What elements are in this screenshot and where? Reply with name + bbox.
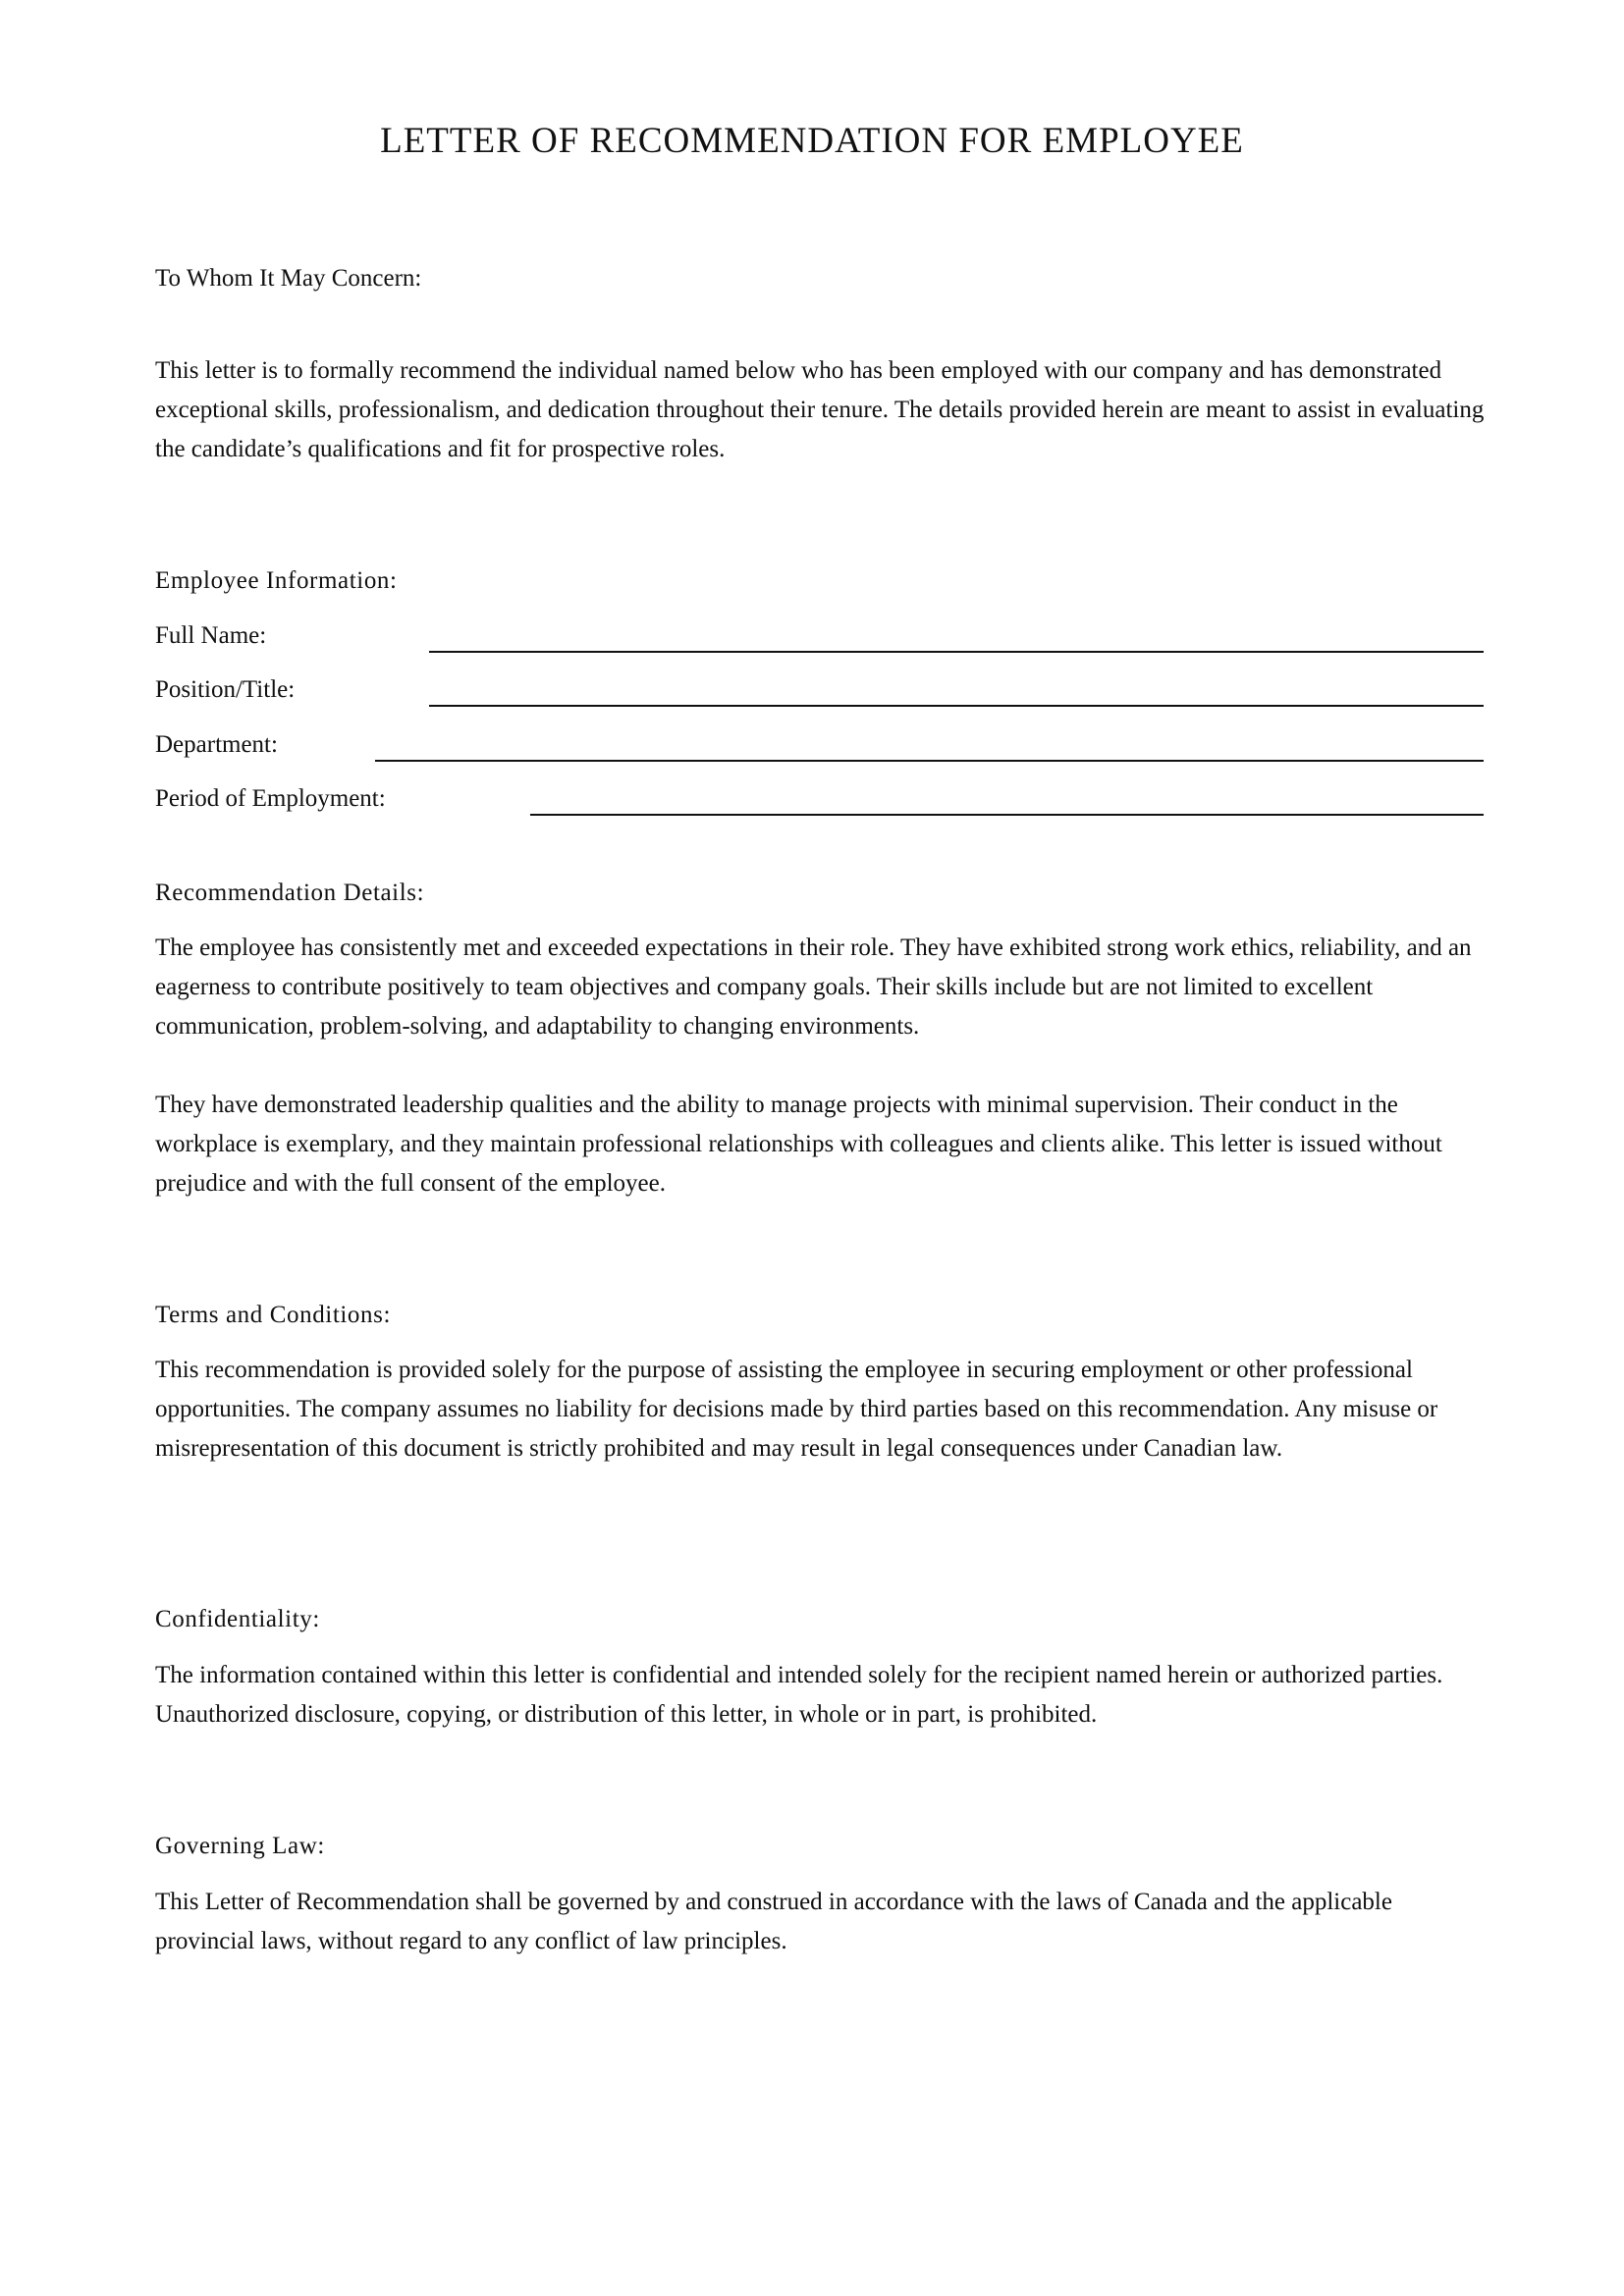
intro-paragraph: This letter is to formally recommend the individual named below who has been employed with our company and has demonstrated exceptional skills, professionalism, and dedication throughout their tenure. The details provided herein are meant to assist in evaluating the candidate’s qualifications and fit for prospective roles. (155, 357, 1485, 462)
document-title: LETTER OF RECOMMENDATION FOR EMPLOYEE (380, 121, 1244, 161)
department-field[interactable] (375, 760, 1484, 762)
governing-law-heading: Governing Law: (155, 1833, 325, 1859)
terms-paragraph: This recommendation is provided solely for the purpose of assisting the employee in securing employment or other professional opportunities. The company assumes no liability for decisions made by third parties based on this recommendation. Any misuse or misrepresentation of this document is strictly prohibited and may result in legal consequences under Canadian law. (155, 1357, 1438, 1462)
full-name-label: Full Name: (155, 622, 267, 649)
employee-info-heading: Employee Information: (155, 567, 398, 594)
position-title-label: Position/Title: (155, 676, 296, 703)
recommendation-paragraph-2: They have demonstrated leadership qualities and the ability to manage projects with minimal supervision. Their conduct in the workplace is exemplary, and they maintain professional relationships with colleagues and clients alike. This letter is issued without prejudice and with the full consent of the employee. (155, 1092, 1442, 1197)
salutation: To Whom It May Concern: (155, 265, 422, 292)
full-name-field[interactable] (429, 651, 1484, 653)
governing-law-paragraph: This Letter of Recommendation shall be governed by and construed in accordance with the laws of Canada and the applicable provincial laws, without regard to any conflict of law principles. (155, 1889, 1392, 1954)
department-label: Department: (155, 731, 278, 758)
recommendation-heading: Recommendation Details: (155, 880, 425, 906)
recommendation-paragraph-1: The employee has consistently met and exceeded expectations in their role. They have exhibited strong work ethics, reliability, and an eagerness to contribute positively to team objectives and company goals. Their skills include but are not limited to excellent communication, problem-solving, and adaptability to changing environments. (155, 934, 1472, 1040)
period-of-employment-label: Period of Employment: (155, 785, 386, 812)
confidentiality-paragraph: The information contained within this letter is confidential and intended solely for the recipient named herein or authorized parties. Unauthorized disclosure, copying, or distribution of this letter, in whole or in part, is prohibited. (155, 1662, 1443, 1728)
terms-heading: Terms and Conditions: (155, 1302, 392, 1328)
position-title-field[interactable] (429, 705, 1484, 707)
confidentiality-heading: Confidentiality: (155, 1606, 320, 1632)
period-of-employment-field[interactable] (530, 814, 1484, 816)
